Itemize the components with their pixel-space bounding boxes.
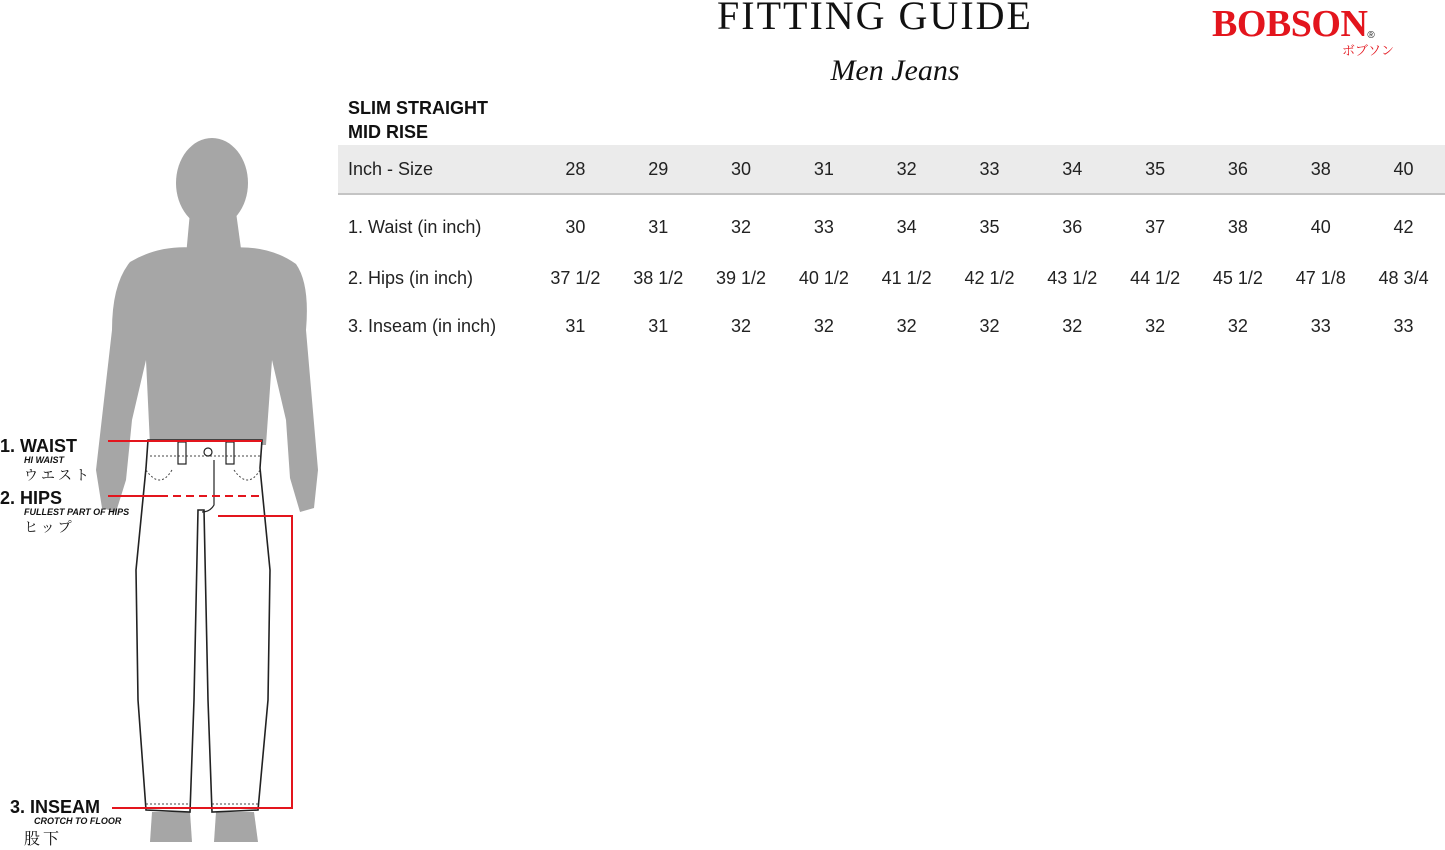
table-row-hips: [338, 256, 1445, 301]
hips-en-note: FULLEST PART OF HIPS: [24, 507, 130, 517]
table-cell: 41 1/2: [881, 268, 932, 288]
row-label: 3. Inseam (in inch): [348, 315, 497, 336]
table-cell: 45 1/2: [1212, 268, 1263, 288]
waist-label: [0, 436, 92, 485]
table-cell: 43 1/2: [1047, 268, 1098, 288]
table-cell: 32: [731, 315, 752, 336]
size-header-cell: 33: [948, 145, 1031, 194]
registered-mark: ®: [1367, 30, 1375, 41]
measurement-figure: [0, 0, 340, 850]
inseam-en-note: CROTCH TO FLOOR: [34, 816, 122, 826]
table-cell: 47 1/8: [1295, 268, 1346, 288]
table-cell: 31: [648, 217, 669, 237]
size-header-cell: 35: [1114, 145, 1197, 194]
table-cell: 36: [1062, 217, 1083, 237]
fit-style: SLIM STRAIGHT: [348, 98, 488, 118]
row-label: 2. Hips (in inch): [348, 268, 474, 288]
table-cell: 31: [648, 315, 669, 336]
table-cell: 39 1/2: [716, 268, 767, 288]
table-cell: 37: [1145, 217, 1166, 237]
table-cell: 32: [1062, 315, 1083, 336]
size-header-cell: 40: [1362, 145, 1445, 194]
table-cell: 30: [565, 217, 586, 237]
brand-katakana: ボブソン: [1342, 43, 1395, 58]
table-cell: 37 1/2: [550, 268, 601, 288]
table-cell: 38: [1227, 217, 1248, 237]
size-header-cell: 32: [865, 145, 948, 194]
table-cell: 40 1/2: [798, 268, 849, 288]
table-cell: 32: [979, 315, 1000, 336]
table-cell: 35: [979, 217, 1000, 237]
brand-name: BOBSON: [1212, 3, 1368, 45]
table-cell: 48 3/4: [1378, 268, 1429, 288]
waist-title: 1. WAIST: [0, 436, 78, 456]
inseam-label: [10, 797, 121, 849]
table-cell: 42 1/2: [964, 268, 1015, 288]
table-cell: 44 1/2: [1130, 268, 1181, 288]
table-cell: 33: [1393, 315, 1414, 336]
size-table: [338, 145, 1445, 351]
size-header-cell: 29: [617, 145, 700, 194]
size-header-label: Inch - Size: [338, 145, 534, 194]
table-cell: 33: [813, 217, 834, 237]
size-header-cell: 36: [1197, 145, 1280, 194]
page-title: FITTING GUIDE: [717, 0, 1033, 38]
waist-en-note: HI WAIST: [24, 455, 64, 465]
fit-rise: MID RISE: [348, 122, 429, 142]
page-subtitle: Men Jeans: [830, 54, 960, 87]
inseam-title: 3. INSEAM: [10, 797, 101, 817]
waist-jp-note: ウエスト: [24, 467, 92, 483]
table-cell: 32: [1227, 315, 1248, 336]
size-header-cell: 38: [1279, 145, 1362, 194]
size-header-cell: 30: [700, 145, 783, 194]
table-cell: 34: [896, 217, 917, 237]
size-header-cell: 34: [1031, 145, 1114, 194]
table-cell: 31: [565, 315, 586, 336]
row-label: 1. Waist (in inch): [348, 217, 482, 237]
table-cell: 42: [1393, 217, 1414, 237]
brand-logo: [1212, 2, 1412, 58]
table-row-inseam: [338, 301, 1445, 351]
inseam-jp-note: 股下: [24, 831, 63, 848]
table-row-waist: [338, 194, 1445, 256]
fit-description: [348, 96, 488, 144]
hips-jp-note: ヒップ: [24, 519, 75, 535]
size-header-cell: 31: [782, 145, 865, 194]
table-cell: 33: [1310, 315, 1331, 336]
table-cell: 32: [1145, 315, 1166, 336]
table-cell: 40: [1310, 217, 1331, 237]
hips-title: 2. HIPS: [0, 488, 63, 508]
table-cell: 38 1/2: [633, 268, 684, 288]
table-cell: 32: [813, 315, 834, 336]
size-header-cell: 28: [534, 145, 617, 194]
table-cell: 32: [731, 217, 752, 237]
table-cell: 32: [896, 315, 917, 336]
hips-label: [0, 488, 129, 537]
size-header-row: [338, 145, 1445, 194]
